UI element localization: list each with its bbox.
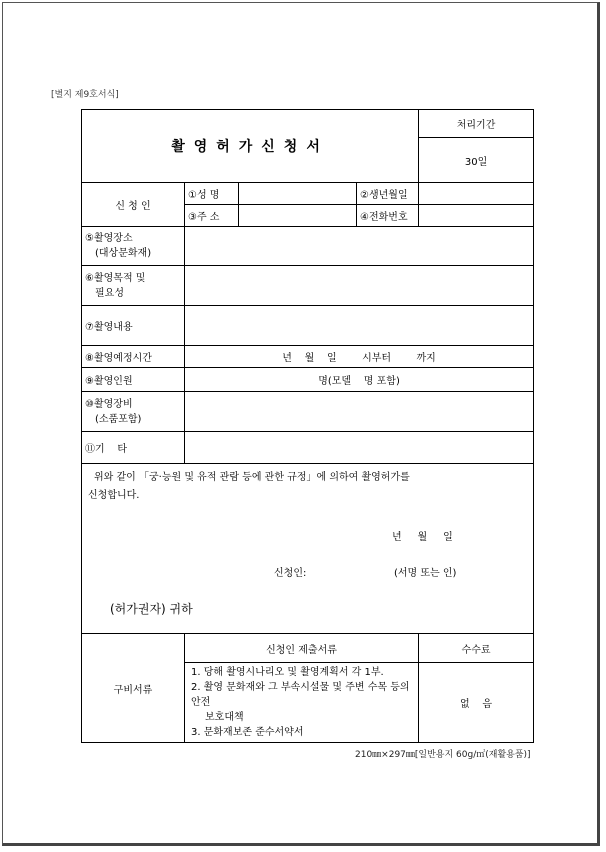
statement-line2: 신청합니다. [88, 490, 140, 501]
paper-spec-note: 210㎜×297㎜[일반용지 60g/㎡(재활용품)] [355, 750, 531, 760]
equipment-label-line2: (소품포함) [95, 413, 142, 425]
phone-label: ④전화번호 [357, 205, 419, 227]
dob-field[interactable] [419, 183, 534, 205]
processing-period-label: 처리기간 [419, 110, 534, 138]
location-label-line2: (대상문화재) [95, 248, 152, 259]
location-label-line1: ⑤촬영장소 [85, 233, 133, 244]
equipment-label [82, 392, 185, 432]
statement-block [82, 464, 534, 634]
equipment-field[interactable] [185, 392, 534, 432]
equipment-label-line1: ⑩촬영장비 [85, 398, 133, 410]
document-item-2-cont: 보호대책 [205, 712, 244, 723]
form-number-label: [별지 제9호서식] [51, 90, 119, 100]
signature-placeholder[interactable]: (서명 또는 인) [394, 568, 457, 579]
fee-value: 없 음 [419, 663, 534, 743]
schedule-field[interactable]: 년 월 일 시부터 까지 [185, 346, 534, 368]
document-page [2, 2, 600, 846]
document-item-3: 3. 문화재보존 준수서약서 [191, 727, 304, 738]
personnel-label: ⑨촬영인원 [82, 368, 185, 392]
dob-label: ②생년월일 [357, 183, 419, 205]
content-field[interactable] [185, 306, 534, 346]
statement-line1: 위와 같이 「궁·능원 및 유적 관람 등에 관한 규정」에 의하여 촬영허가를 [94, 472, 410, 483]
other-field[interactable] [185, 432, 534, 464]
purpose-field[interactable] [185, 266, 534, 306]
fee-label: 수수료 [419, 634, 534, 663]
document-item-2: 2. 촬영 문화재와 그 부속시설물 및 주변 수목 등의 안전 [191, 682, 410, 708]
documents-header: 신청인 제출서류 [185, 634, 419, 663]
document-item-1: 1. 당해 촬영시나리오 및 촬영계획서 각 1부. [191, 667, 384, 678]
documents-list [185, 663, 419, 743]
purpose-label [82, 266, 185, 306]
applicant-label: 신 청 인 [82, 183, 185, 227]
applicant-sign-label: 신청인: [274, 568, 307, 579]
content-label: ⑦촬영내용 [82, 306, 185, 346]
name-label: ①성 명 [185, 183, 239, 205]
application-form [81, 109, 534, 743]
phone-field[interactable] [419, 205, 534, 227]
location-field[interactable] [185, 227, 534, 266]
addressee: (허가권자) 귀하 [110, 602, 193, 616]
purpose-label-line1: ⑥촬영목적 및 [85, 272, 146, 284]
schedule-label: ⑧촬영예정시간 [82, 346, 185, 368]
name-field[interactable] [239, 183, 357, 205]
other-label: ⑪기 타 [82, 432, 185, 464]
personnel-field[interactable]: 명(모델 명 포함) [185, 368, 534, 392]
purpose-label-line2: 필요성 [95, 287, 124, 299]
address-field[interactable] [239, 205, 357, 227]
documents-label: 구비서류 [82, 634, 185, 743]
location-label [82, 227, 185, 266]
form-title: 촬영허가신청서 [82, 110, 419, 183]
processing-period-value: 30일 [419, 138, 534, 183]
statement-date[interactable]: 년 월 일 [392, 532, 453, 543]
address-label: ③주 소 [185, 205, 239, 227]
